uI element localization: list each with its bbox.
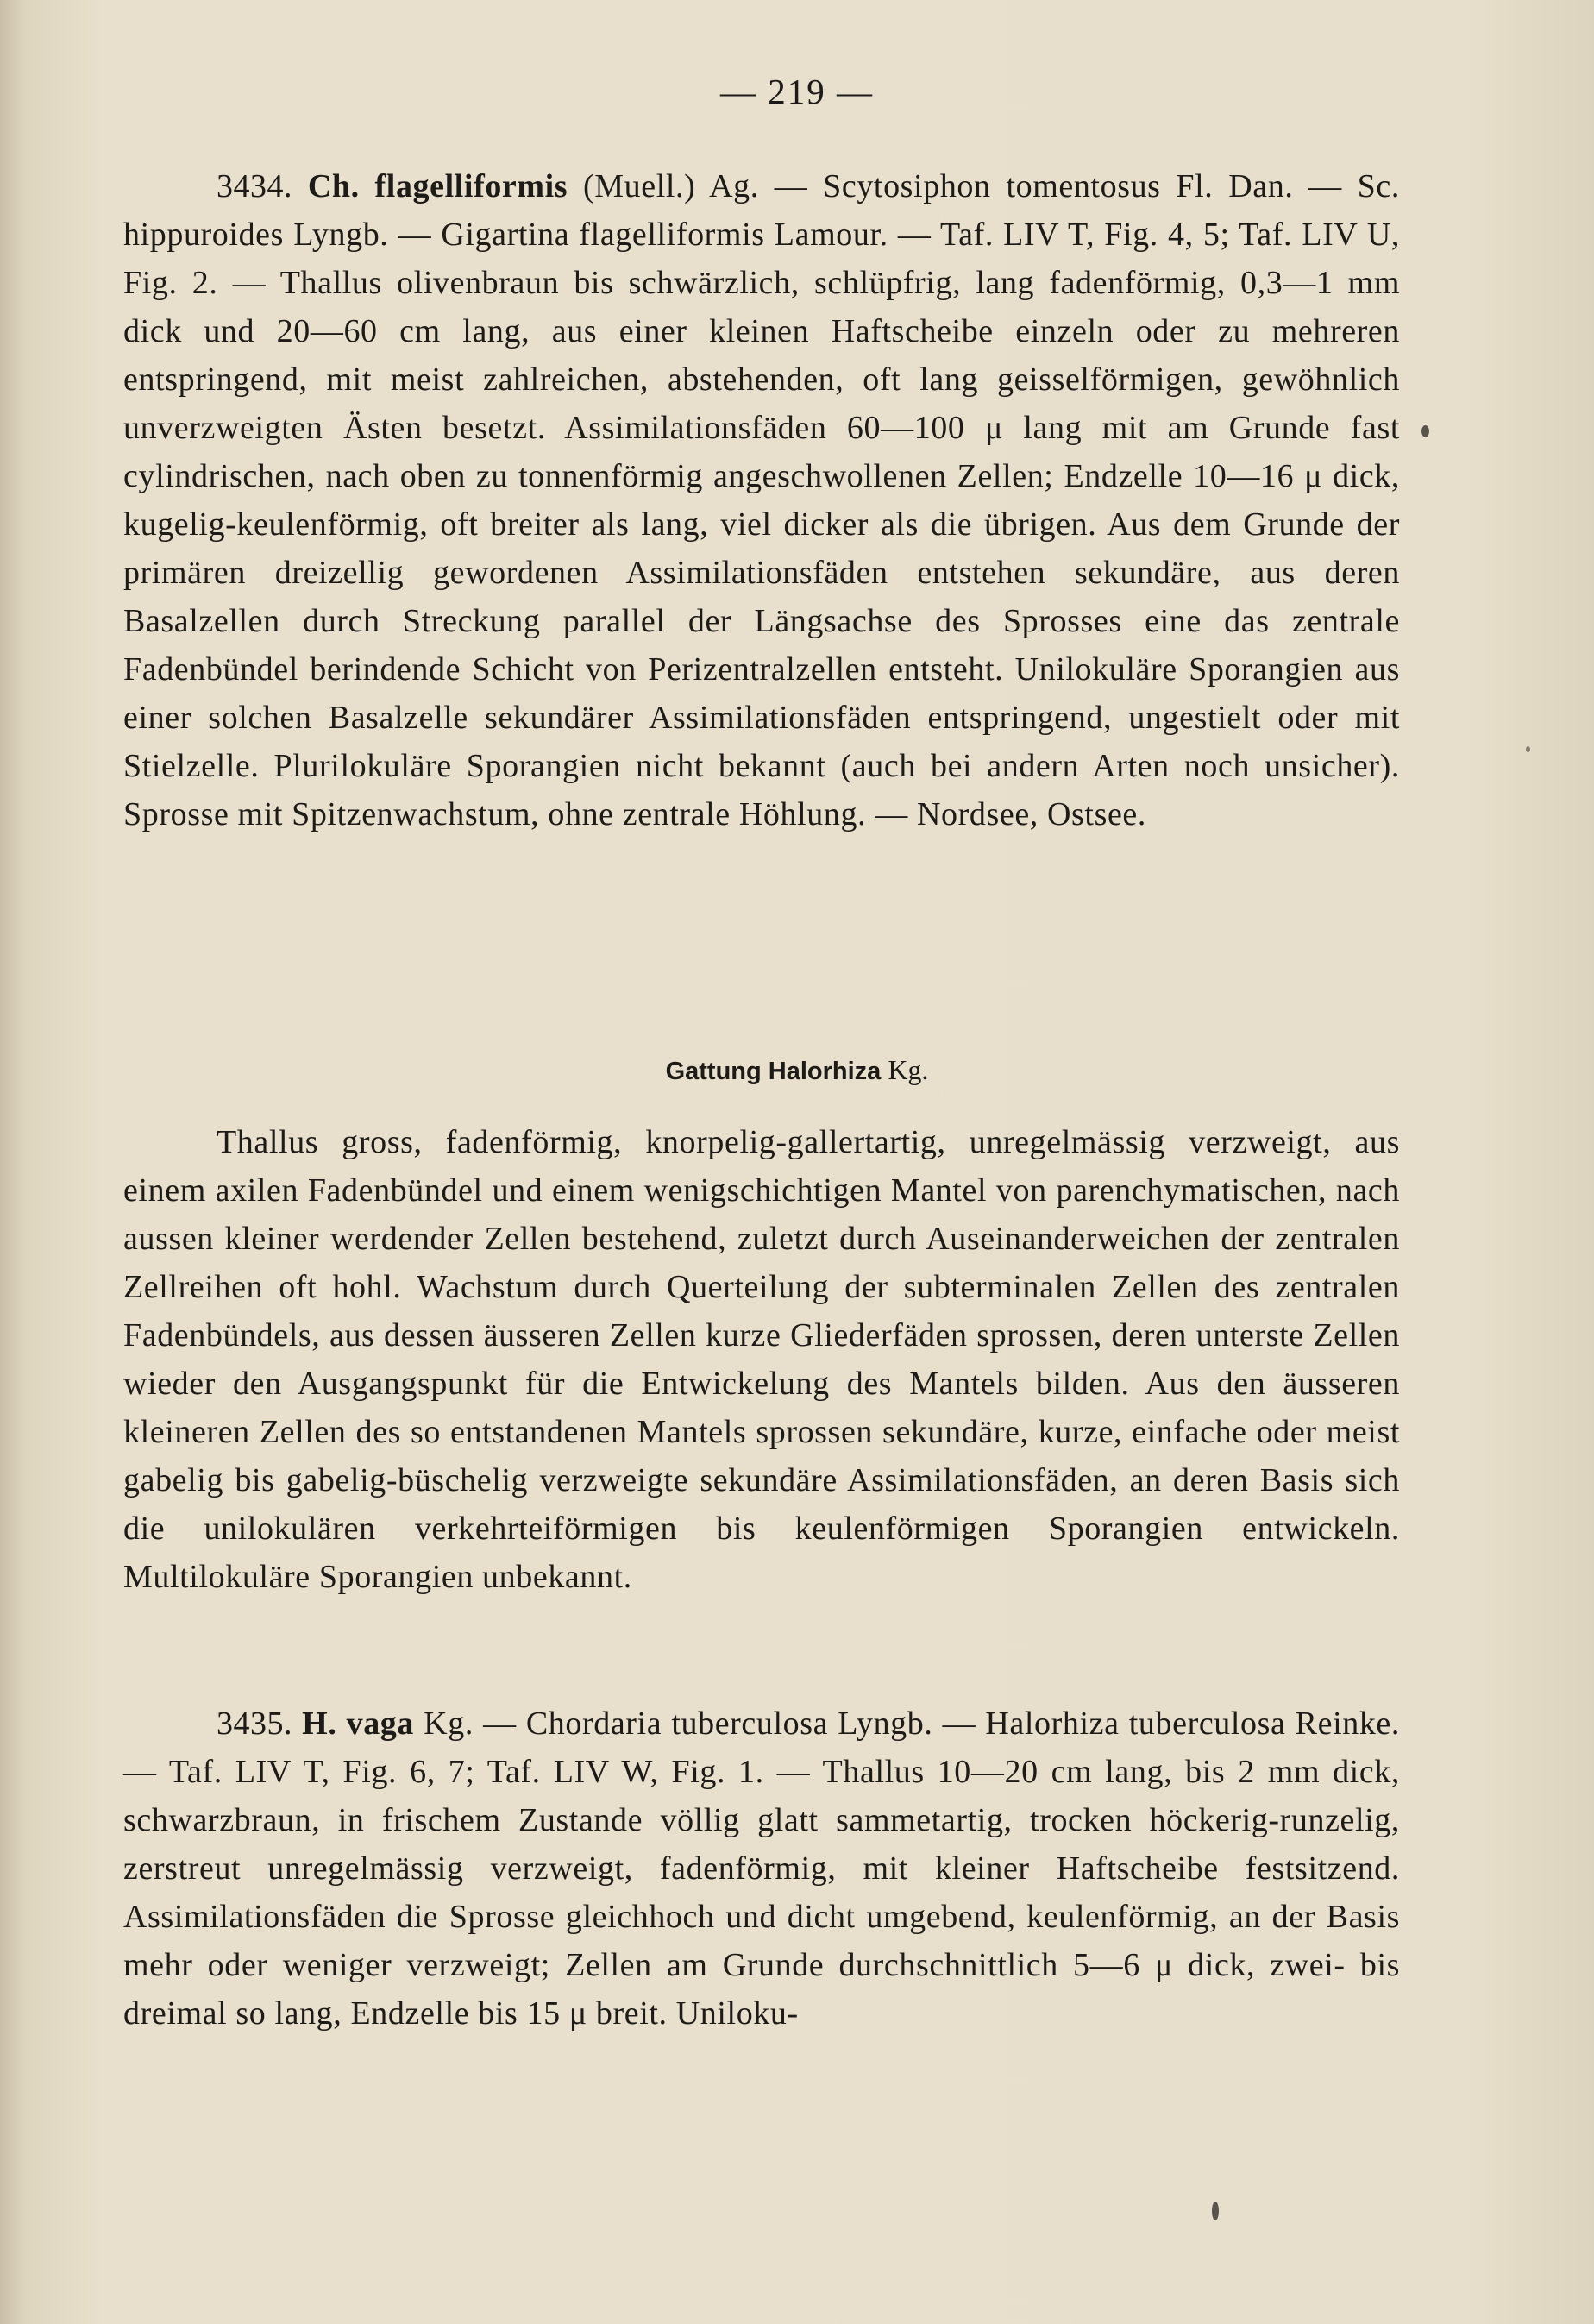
genus-heading [0, 1054, 1594, 1086]
genus-name: Gattung Halorhiza [665, 1058, 882, 1085]
genus-description-text: Thallus gross, fadenförmig, knorpelig-gallertartig, unregelmässig verzweigt, aus einem axilen Fadenbündel und einem wenigschichtigen Mantel von parenchymatischen, nach aussen kleiner werdender Zellen bestehend, zuletzt durch Auseinanderweichen der zentralen Zellreihen oft hohl. Wachstum durch Querteilung der subterminalen Zellen des zentralen Fadenbündels, aus dessen äusseren Zellen kurze Gliederfäden sprossen, deren unterste Zellen wieder den Ausgangspunkt für die Entwickelung des Mantels bilden. Aus den äusseren kleineren Zellen des so entstandenen Mantels sprossen sekundäre, kurze, einfache oder meist gabelig bis gabelig-büschelig verzweigte sekundäre Assimilationsfäden, an deren Basis sich die unilokulären verkehrteiförmigen bis keulenförmigen Sporangien entwickeln. Multilokuläre Sporangien unbekannt. [123, 1124, 1400, 1595]
species-name: Ch. flagelliformis [307, 168, 568, 204]
genus-description [123, 1118, 1400, 1601]
species-description: Kg. — Chordaria tuberculosa Lyngb. — Halorhiza tuberculosa Reinke. — Taf. LIV T, Fig. 6, 7; Taf. LIV W, Fig. 1. — Thallus 10—20 cm lang, bis 2 mm dick, schwarzbraun, in frischem Zustande völlig glatt sammetartig, trocken höckerig-runzelig, zerstreut unregelmässig verzweigt, fadenförmig, mit kleiner Haftscheibe festsitzend. Assimilationsfäden die Sprosse gleichhoch und dicht umgebend, keulenförmig, an der Basis mehr oder weniger verzweigt; Zellen am Grunde durchschnittlich 5—6 μ dick, zwei- bis dreimal so lang, Endzelle bis 15 μ breit. Uniloku- [123, 1705, 1400, 2032]
species-description: (Muell.) Ag. — Scytosiphon tomentosus Fl. Dan. — Sc. hippuroides Lyngb. — Gigartina flagelliformis Lamour. — Taf. LIV T, Fig. 4, 5; Taf. LIV U, Fig. 2. — Thallus olivenbraun bis schwärzlich, schlüpfrig, lang fadenförmig, 0,3—1 mm dick und 20—60 cm lang, aus einer kleinen Haftscheibe einzeln oder zu mehreren entspringend, mit meist zahlreichen, abstehenden, oft lang geisselförmigen, gewöhnlich unverzweigten Ästen besetzt. Assimilationsfäden 60—100 μ lang mit am Grunde fast cylindrischen, nach oben zu tonnenförmig angeschwollenen Zellen; Endzelle 10—16 μ dick, kugelig-keulenförmig, oft breiter als lang, viel dicker als die übrigen. Aus dem Grunde der primären dreizellig gewordenen Assimilationsfäden entstehen sekundäre, aus deren Basalzellen durch Streckung parallel der Längsachse des Sprosses eine das zentrale Fadenbündel berindende Schicht von Perizentralzellen entsteht. Unilokuläre Sporangien aus einer solchen Basalzelle sekundärer Assimilationsfäden entspringend, ungestielt oder mit Stielzelle. Plurilokuläre Sporangien nicht bekannt (auch bei andern Arten noch unsicher). Sprosse mit Spitzenwachstum, ohne zentrale Höhlung. — Nordsee, Ostsee. [123, 168, 1400, 832]
ink-spot [1526, 746, 1530, 752]
species-name: H. vaga [302, 1705, 414, 1742]
ink-spot [1421, 425, 1429, 437]
ink-spot [1212, 2202, 1219, 2220]
entry-number: 3435. [217, 1705, 292, 1742]
page-number: — 219 — [720, 72, 874, 111]
species-entry-3435 [123, 1699, 1400, 2038]
species-entry-3434 [123, 162, 1400, 839]
genus-author: Kg. [888, 1054, 929, 1085]
entry-number: 3434. [217, 168, 292, 204]
